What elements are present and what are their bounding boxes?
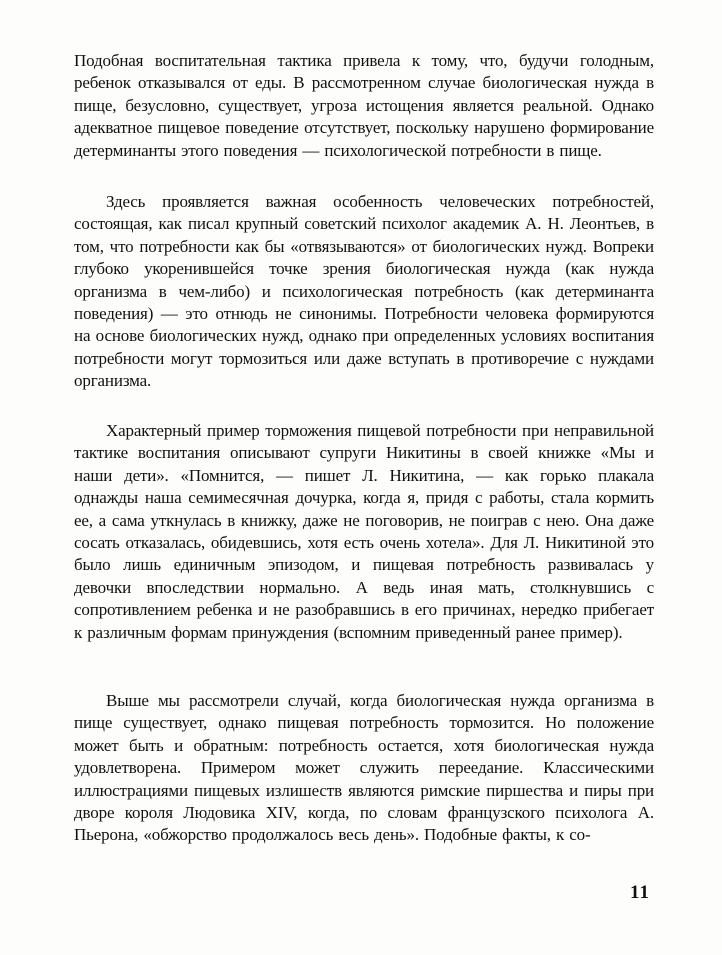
paragraph-2: Здесь проявляется важная особенность человеческих потребностей, состоящая, как писал крупный советский психолог академик А. Н. Леонтьев, в том, что потребности как бы «отвязываются» от биологических нужд. Вопреки глубоко укоренившейся точке зрения биологическая нужда (как нужда организма в чем-либо) и психологическая потребность (как детерминанта поведения) — это отнюдь не синонимы. Потребности человека формируются на основе биологических нужд, однако при определенных условиях воспитания потребности могут тормозиться или даже вступать в противоречие с нуждами организма. [74,192,654,391]
paragraph-1: Подобная воспитательная тактика привела к тому, что, будучи голодным, ребенок отказывался от еды. В рассмотренном случае биологическая нужда в пище, безусловно, существует, угроза истощения является реальной. Однако адекватное пищевое поведение отсутствует, поскольку нарушено формирование детерминанты этого поведения — психологической потребности в пище. [74,51,654,160]
paragraph-3: Характерный пример торможения пищевой потребности при неправильной тактике воспитания описывают супруги Никитины в своей книжке «Мы и наши дети». «Помнится, — пишет Л. Никитина, — как горько плакала однажды наша семимесячная дочурка, когда я, придя с работы, стала кормить ее, а сама уткнулась в книжку, даже не поговорив, не поиграв с нею. Она даже сосать отказалась, обидевшись, хотя есть очень хотела». Для Л. Никитиной это было лишь единичным эпизодом, и пищевая потребность развивалась у девочки впоследствии нормально. А ведь иная мать, столкнувшись с сопротивлением ребенка и не разобравшись в его причинах, нередко прибегает к различным формам принуждения (вспомним приведенный ранее пример). [74,421,654,642]
paragraph-4: Выше мы рассмотрели случай, когда биологическая нужда организма в пище существует, однако пищевая потребность тормозится. Но положение может быть и обратным: потребность остается, хотя биологическая нужда удовлетворена. Примером может служить переедание. Классическими иллюстрациями пищевых излишеств являются римские пиршества и пиры при дворе короля Людовика XIV, когда, по словам французского психолога А. Пьерона, «обжорство продолжалось весь день». Подобные факты, к со- [74,691,654,845]
page-number: 11 [630,882,650,903]
